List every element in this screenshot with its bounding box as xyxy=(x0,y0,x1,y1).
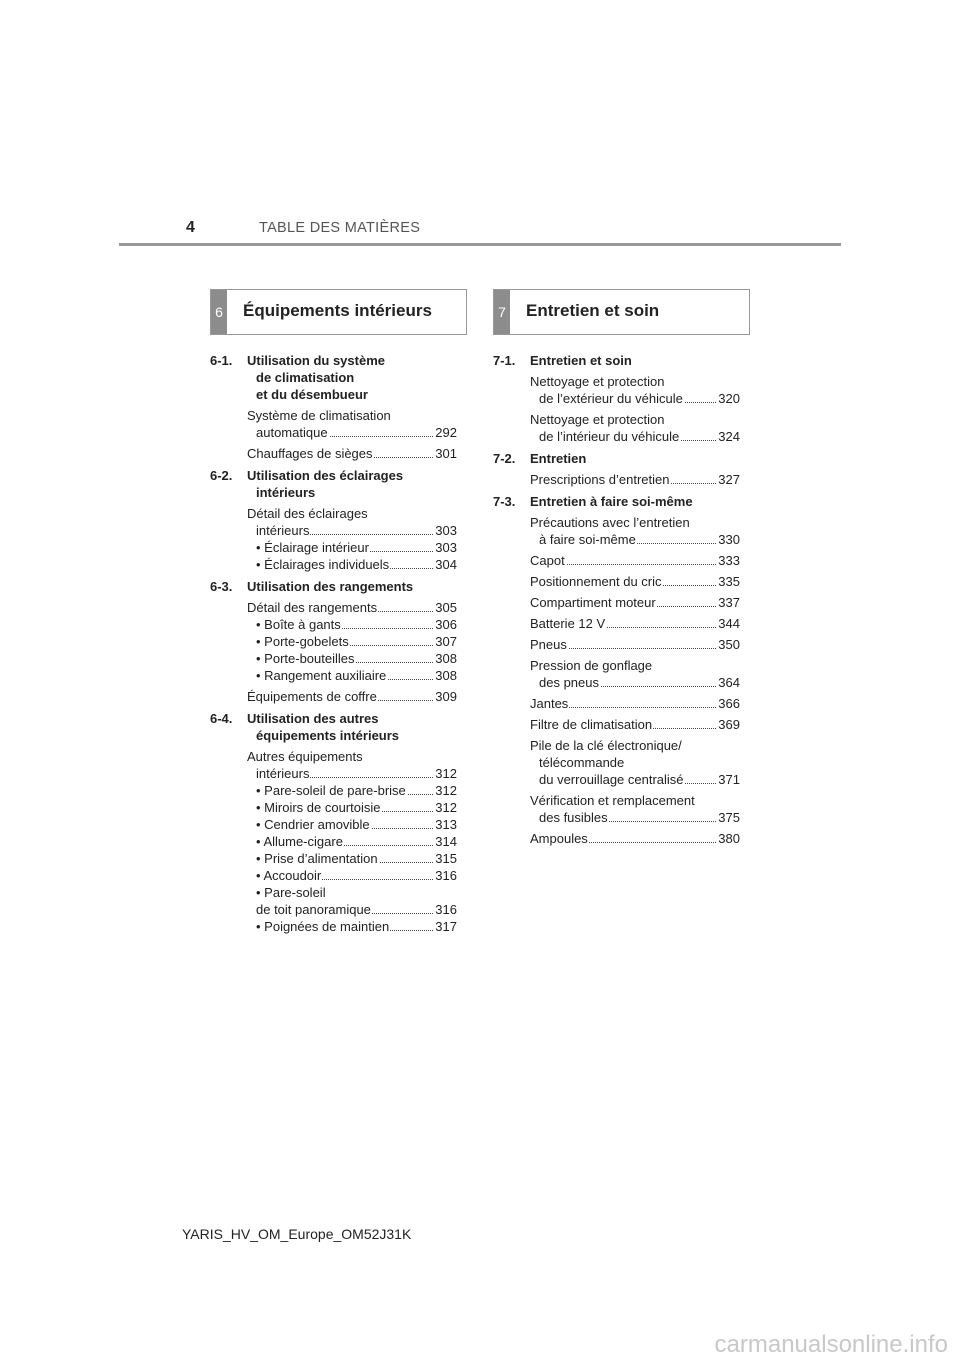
entry-text: Système de climatisation xyxy=(247,408,391,423)
toc-section xyxy=(493,493,740,847)
toc-entry[interactable] xyxy=(210,650,457,667)
entry-line xyxy=(210,901,457,918)
toc-entry[interactable] xyxy=(210,850,457,867)
section-title-line: Utilisation des rangements xyxy=(247,579,414,594)
section-title-line: de climatisation xyxy=(256,370,355,385)
page-number-ref: 312 xyxy=(435,766,457,781)
toc-section xyxy=(493,450,740,488)
toc-column-6 xyxy=(210,352,457,935)
entry-text: • Accoudoir xyxy=(256,868,322,883)
entry-text: de l’intérieur du véhicule xyxy=(539,429,680,444)
header-divider xyxy=(119,243,841,246)
entry-line xyxy=(493,657,740,674)
entry-text: Compartiment moteur xyxy=(530,595,656,610)
entry-line xyxy=(210,539,457,556)
page-number-ref: 371 xyxy=(718,772,740,787)
page-number-ref: 308 xyxy=(435,651,457,666)
entry-line xyxy=(493,531,740,548)
entry-text: Autres équipements xyxy=(247,749,363,764)
entry-text: • Prise d’alimentation xyxy=(256,851,378,866)
toc-entry[interactable] xyxy=(493,830,740,847)
toc-entry[interactable] xyxy=(210,799,457,816)
section-number: 7-1. xyxy=(493,353,516,368)
entry-line xyxy=(210,407,457,424)
toc-entry[interactable] xyxy=(493,792,740,826)
entry-text: • Allume-cigare xyxy=(256,834,343,849)
entry-text: • Éclairage intérieur xyxy=(256,540,369,555)
section-heading xyxy=(493,352,740,369)
entry-line xyxy=(210,556,457,573)
page-number-ref: 305 xyxy=(435,600,457,615)
entry-text: du verrouillage centralisé xyxy=(539,772,684,787)
toc-entry[interactable] xyxy=(493,636,740,653)
toc-entry[interactable] xyxy=(210,599,457,616)
entry-text: Détail des éclairages xyxy=(247,506,368,521)
entry-line xyxy=(493,615,740,632)
entry-line xyxy=(493,373,740,390)
page-number-ref: 335 xyxy=(718,574,740,589)
entry-line xyxy=(493,674,740,691)
entry-text: • Porte-gobelets xyxy=(256,634,349,649)
section-title-line: Entretien et soin xyxy=(530,353,632,368)
entry-text: Pression de gonflage xyxy=(530,658,653,673)
page-number-ref: 375 xyxy=(718,810,740,825)
entry-line xyxy=(210,918,457,935)
toc-entry[interactable] xyxy=(493,716,740,733)
entry-text: des fusibles xyxy=(539,810,608,825)
entry-text: Batterie 12 V xyxy=(530,616,606,631)
page-number-ref: 307 xyxy=(435,634,457,649)
entry-line xyxy=(210,424,457,441)
entry-line xyxy=(493,636,740,653)
entry-text: Positionnement du cric xyxy=(530,574,662,589)
chapter-7-tab: 7 xyxy=(494,290,510,334)
page-number-ref: 317 xyxy=(435,919,457,934)
entry-text: • Pare-soleil xyxy=(256,885,326,900)
section-number: 7-2. xyxy=(493,451,516,466)
entry-text: • Miroirs de courtoisie xyxy=(256,800,381,815)
page-number-ref: 306 xyxy=(435,617,457,632)
toc-entry[interactable] xyxy=(210,782,457,799)
page-number-ref: 316 xyxy=(435,902,457,917)
entry-text: intérieurs xyxy=(256,766,310,781)
toc-entry[interactable] xyxy=(493,737,740,788)
entry-line xyxy=(493,695,740,712)
page-number-ref: 344 xyxy=(718,616,740,631)
section-number: 6-2. xyxy=(210,468,233,483)
page-number-ref: 303 xyxy=(435,523,457,538)
toc-entry[interactable] xyxy=(493,471,740,488)
section-number: 7-3. xyxy=(493,494,516,509)
toc-entry[interactable] xyxy=(210,918,457,935)
toc-entry[interactable] xyxy=(210,688,457,705)
entry-line xyxy=(493,471,740,488)
toc-entry[interactable] xyxy=(493,615,740,632)
entry-line xyxy=(493,809,740,826)
entry-line xyxy=(493,573,740,590)
section-heading xyxy=(210,352,457,403)
entry-line xyxy=(210,765,457,782)
entry-text: Nettoyage et protection xyxy=(530,374,665,389)
page-number-ref: 312 xyxy=(435,800,457,815)
entry-line xyxy=(210,688,457,705)
toc-section xyxy=(210,352,457,462)
document-footer: YARIS_HV_OM_Europe_OM52J31K xyxy=(182,1226,412,1242)
page-number-ref: 315 xyxy=(435,851,457,866)
toc-entry[interactable] xyxy=(210,833,457,850)
page-number-ref: 366 xyxy=(718,696,740,711)
entry-line xyxy=(493,594,740,611)
entry-text: Nettoyage et protection xyxy=(530,412,665,427)
section-title-line: Utilisation des éclairages xyxy=(247,468,404,483)
entry-text: Filtre de climatisation xyxy=(530,717,653,732)
entry-text: • Boîte à gants xyxy=(256,617,341,632)
page-number-ref: 350 xyxy=(718,637,740,652)
entry-text: des pneus xyxy=(539,675,599,690)
toc-entry[interactable] xyxy=(210,667,457,684)
page-number-ref: 324 xyxy=(718,429,740,444)
entry-text: à faire soi-même xyxy=(539,532,636,547)
toc-entry[interactable] xyxy=(493,373,740,407)
toc-entry[interactable] xyxy=(210,616,457,633)
chapter-7-title: Entretien et soin xyxy=(526,301,660,320)
entry-line xyxy=(493,754,740,771)
entry-line xyxy=(210,667,457,684)
toc-entry[interactable] xyxy=(210,556,457,573)
section-heading xyxy=(493,450,740,467)
toc-entry[interactable] xyxy=(210,445,457,462)
toc-section xyxy=(210,710,457,935)
entry-text: Prescriptions d’entretien xyxy=(530,472,670,487)
toc-entry[interactable] xyxy=(210,539,457,556)
entry-text: de toit panoramique xyxy=(256,902,371,917)
section-title-line: intérieurs xyxy=(256,485,316,500)
section-number: 6-3. xyxy=(210,579,233,594)
chapter-6-tab: 6 xyxy=(211,290,227,334)
entry-text: Ampoules xyxy=(530,831,588,846)
toc-entry[interactable] xyxy=(210,867,457,884)
entry-line xyxy=(493,390,740,407)
entry-text: • Rangement auxiliaire xyxy=(256,668,387,683)
entry-text: Pneus xyxy=(530,637,567,652)
page-number-ref: 292 xyxy=(435,425,457,440)
page-number-ref: 301 xyxy=(435,446,457,461)
entry-line xyxy=(210,445,457,462)
section-heading xyxy=(210,710,457,744)
entry-line xyxy=(493,514,740,531)
entry-line xyxy=(210,850,457,867)
entry-line xyxy=(493,716,740,733)
section-title-line: équipements intérieurs xyxy=(256,728,400,743)
toc-section xyxy=(493,352,740,445)
toc-column-7 xyxy=(493,352,740,847)
entry-line xyxy=(210,748,457,765)
entry-text: de l’extérieur du véhicule xyxy=(539,391,683,406)
entry-line xyxy=(210,633,457,650)
entry-text: Chauffages de sièges xyxy=(247,446,373,461)
toc-entry[interactable] xyxy=(493,552,740,569)
entry-text: automatique xyxy=(256,425,328,440)
toc-entry[interactable] xyxy=(210,505,457,539)
toc-entry[interactable] xyxy=(210,633,457,650)
page-number-ref: 313 xyxy=(435,817,457,832)
entry-line xyxy=(493,411,740,428)
toc-entry[interactable] xyxy=(493,411,740,445)
watermark: carmanualsonline.info xyxy=(714,1331,948,1358)
toc-entry[interactable] xyxy=(493,657,740,691)
page-number-ref: 316 xyxy=(435,868,457,883)
page-number-ref: 304 xyxy=(435,557,457,572)
page-number-ref: 327 xyxy=(718,472,740,487)
toc-section xyxy=(210,467,457,573)
entry-text: • Éclairages individuels xyxy=(256,557,390,572)
entry-line xyxy=(210,616,457,633)
entry-line xyxy=(210,816,457,833)
entry-text: • Pare-soleil de pare-brise xyxy=(256,783,406,798)
toc-entry[interactable] xyxy=(493,514,740,548)
toc-entry[interactable] xyxy=(210,884,457,918)
section-heading xyxy=(210,467,457,501)
section-number: 6-4. xyxy=(210,711,233,726)
page-header-title: TABLE DES MATIÈRES xyxy=(259,220,421,236)
section-title-line: et du désembueur xyxy=(256,387,368,402)
page-number-ref: 309 xyxy=(435,689,457,704)
entry-text: Jantes xyxy=(530,696,569,711)
page-number-ref: 314 xyxy=(435,834,457,849)
entry-line xyxy=(493,552,740,569)
entry-line xyxy=(210,522,457,539)
page-number: 4 xyxy=(186,219,195,236)
entry-line xyxy=(210,650,457,667)
toc-entry[interactable] xyxy=(210,816,457,833)
page-number-ref: 369 xyxy=(718,717,740,732)
section-title-line: Entretien à faire soi-même xyxy=(530,494,693,509)
chapter-6-title: Équipements intérieurs xyxy=(243,301,432,320)
page-number-ref: 333 xyxy=(718,553,740,568)
entry-line xyxy=(210,833,457,850)
entry-text: Précautions avec l’entretien xyxy=(530,515,690,530)
toc-entry[interactable] xyxy=(493,695,740,712)
toc-section xyxy=(210,578,457,705)
entry-text: télécommande xyxy=(539,755,625,770)
page-number-ref: 364 xyxy=(718,675,740,690)
toc-entry[interactable] xyxy=(493,594,740,611)
section-heading xyxy=(493,493,740,510)
toc-entry[interactable] xyxy=(210,407,457,441)
entry-text: Détail des rangements xyxy=(247,600,378,615)
chapter-6-box[interactable] xyxy=(210,289,467,335)
section-number: 6-1. xyxy=(210,353,233,368)
entry-line xyxy=(210,782,457,799)
entry-line xyxy=(493,771,740,788)
page-number-ref: 330 xyxy=(718,532,740,547)
entry-line xyxy=(493,792,740,809)
entry-line xyxy=(210,799,457,816)
entry-line xyxy=(493,737,740,754)
entry-line xyxy=(210,867,457,884)
toc-entry[interactable] xyxy=(210,748,457,782)
entry-text: Pile de la clé électronique/ xyxy=(530,738,682,753)
entry-text: Capot xyxy=(530,553,565,568)
page-number-ref: 380 xyxy=(718,831,740,846)
section-title-line: Entretien xyxy=(530,451,587,466)
toc-entry[interactable] xyxy=(493,573,740,590)
page-number-ref: 308 xyxy=(435,668,457,683)
entry-text: Équipements de coffre xyxy=(247,689,377,704)
entry-text: intérieurs xyxy=(256,523,310,538)
entry-text: • Poignées de maintien xyxy=(256,919,390,934)
entry-line xyxy=(210,599,457,616)
page-number-ref: 312 xyxy=(435,783,457,798)
chapter-7-box[interactable] xyxy=(493,289,750,335)
entry-line xyxy=(210,884,457,901)
entry-text: • Cendrier amovible xyxy=(256,817,370,832)
section-title-line: Utilisation du système xyxy=(247,353,385,368)
page-number-ref: 337 xyxy=(718,595,740,610)
page-number-ref: 320 xyxy=(718,391,740,406)
page-number-ref: 303 xyxy=(435,540,457,555)
entry-line xyxy=(493,830,740,847)
section-heading xyxy=(210,578,457,595)
entry-line xyxy=(210,505,457,522)
entry-text: Vérification et remplacement xyxy=(530,793,695,808)
entry-text: • Porte-bouteilles xyxy=(256,651,355,666)
section-title-line: Utilisation des autres xyxy=(247,711,379,726)
entry-line xyxy=(493,428,740,445)
